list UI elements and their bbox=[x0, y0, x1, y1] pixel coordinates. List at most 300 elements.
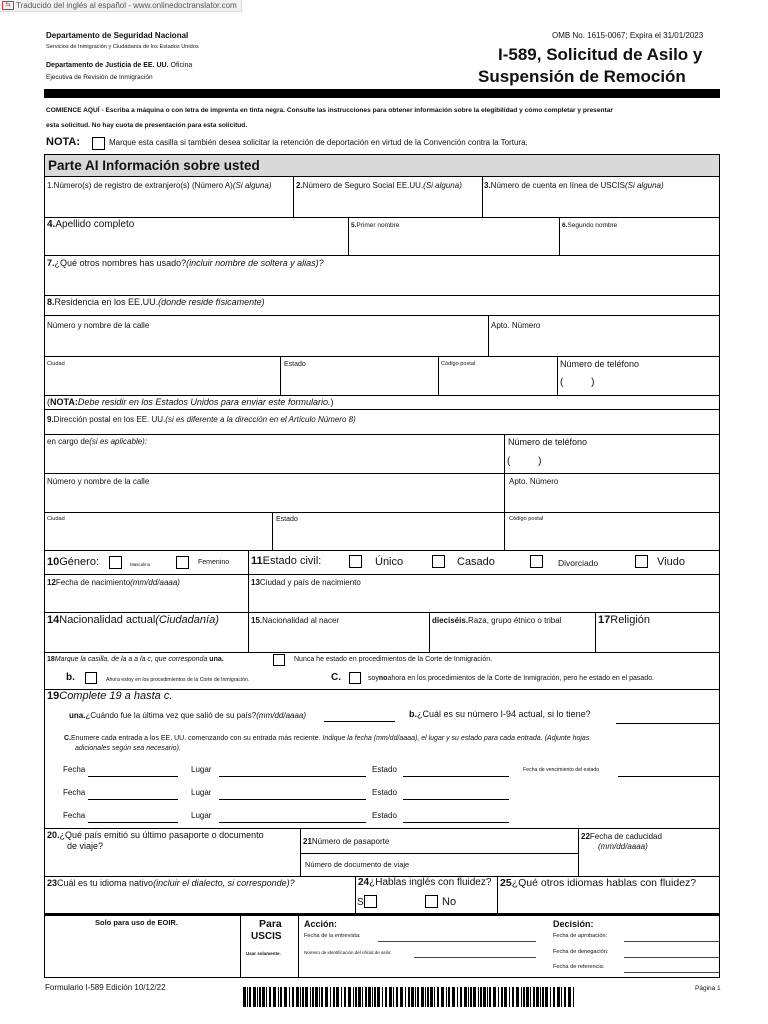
barcode-bar bbox=[498, 987, 499, 1007]
field-11-text: Estado civil: bbox=[262, 555, 322, 567]
entry1-place-label: Lugar bbox=[191, 765, 212, 774]
field-4-label bbox=[47, 219, 134, 230]
barcode-bar bbox=[434, 987, 435, 1007]
barcode-bar bbox=[437, 987, 439, 1007]
english-no-checkbox[interactable] bbox=[425, 895, 438, 908]
action-label: Acción: bbox=[304, 919, 338, 929]
field-22-text: Fecha de caducidad bbox=[589, 832, 662, 841]
barcode-bar bbox=[521, 987, 522, 1007]
barcode-bar bbox=[430, 987, 433, 1007]
divider bbox=[300, 828, 301, 876]
field-12-num: 12 bbox=[47, 578, 56, 587]
other-names-input[interactable] bbox=[46, 271, 718, 294]
residence-phone-input[interactable]: ( ) bbox=[560, 377, 595, 388]
barcode-bar bbox=[568, 987, 571, 1007]
entry2-place-input[interactable] bbox=[219, 799, 366, 800]
barcode-bar bbox=[421, 987, 424, 1007]
field-16-text: Raza, grupo étnico o tribal bbox=[468, 616, 562, 625]
field-20-text2: de viaje? bbox=[67, 841, 104, 851]
barcode-bar bbox=[266, 987, 267, 1007]
divider bbox=[45, 574, 719, 575]
field-14-text: Nacionalidad actual bbox=[59, 614, 156, 626]
field-14-note: (Ciudadanía) bbox=[155, 614, 219, 626]
english-yes-checkbox[interactable] bbox=[364, 895, 377, 908]
field-16-num: dieciséis. bbox=[432, 616, 469, 625]
divider bbox=[45, 409, 719, 410]
denial-date-label: Fecha de denegación: bbox=[553, 949, 609, 955]
barcode-bar bbox=[530, 987, 531, 1007]
field-5-num: 5. bbox=[351, 222, 357, 229]
divider bbox=[45, 512, 719, 513]
field-9-text: Dirección postal en los EE. UU. bbox=[53, 415, 166, 424]
barcode-bar bbox=[542, 987, 544, 1007]
nationality-input[interactable] bbox=[46, 630, 247, 651]
barcode-bar bbox=[553, 987, 555, 1007]
court-past-post: ahora en los procedimientos de la Corte de Inmigración, pero he estado en el pasado. bbox=[387, 675, 655, 682]
field-17-num: 17 bbox=[598, 614, 611, 626]
entry3-date-input[interactable] bbox=[88, 822, 178, 823]
middle-name-input[interactable] bbox=[561, 233, 718, 254]
entry3-status-label: Estado bbox=[372, 811, 397, 820]
barcode-bar bbox=[446, 987, 447, 1007]
barcode-bar bbox=[460, 987, 462, 1007]
divider bbox=[45, 434, 719, 435]
mail-state-input[interactable] bbox=[274, 526, 503, 549]
entry1-place-input[interactable] bbox=[219, 776, 366, 777]
mail-zip-input[interactable] bbox=[506, 526, 718, 549]
field-4-text: Apellido completo bbox=[55, 219, 135, 230]
divider bbox=[497, 876, 498, 913]
field-23-note: (incluir el dialecto, si corresponde)? bbox=[153, 878, 295, 888]
field-6-label bbox=[562, 222, 617, 229]
barcode-bar bbox=[512, 987, 514, 1007]
mail-street-input[interactable] bbox=[46, 489, 503, 511]
barcode-bar bbox=[483, 987, 486, 1007]
barcode-bar bbox=[400, 987, 403, 1007]
mail-apt-label: Apto. Número bbox=[509, 477, 559, 486]
barcode-bar bbox=[468, 987, 469, 1007]
barcode-bar bbox=[536, 987, 539, 1007]
uscis-account-input[interactable] bbox=[484, 194, 718, 216]
field-19a-letter: una. bbox=[69, 711, 86, 720]
field-18-text: Marque la casilla, de la a a la c, que corresponda bbox=[54, 656, 208, 663]
barcode-bar bbox=[464, 987, 467, 1007]
barcode-bar bbox=[564, 987, 566, 1007]
divider bbox=[348, 217, 349, 255]
divider bbox=[578, 828, 579, 876]
field-8-note: (donde reside físicamente) bbox=[158, 297, 265, 307]
barcode-bar bbox=[302, 987, 304, 1007]
marital-divorced-label: Divorciado bbox=[558, 558, 599, 568]
entry1-status-input[interactable] bbox=[403, 776, 509, 777]
barcode-bar bbox=[489, 987, 491, 1007]
residence-street-input[interactable] bbox=[46, 333, 487, 355]
barcode-bar bbox=[310, 987, 311, 1007]
barcode-bar bbox=[368, 987, 371, 1007]
barcode-bar bbox=[448, 987, 450, 1007]
field-3-num: 3. bbox=[484, 181, 491, 190]
field-8-text: Residencia en los EE.UU. bbox=[54, 297, 159, 307]
eoir-name: Ejecutiva de Revisión de Inmigración bbox=[46, 74, 153, 81]
barcode-bar bbox=[516, 987, 519, 1007]
field-17-label bbox=[598, 614, 650, 626]
field-2-num: 2. bbox=[296, 181, 303, 190]
entry2-date-label: Fecha bbox=[63, 788, 86, 797]
court-past-pre: soy bbox=[368, 675, 379, 682]
field-12-label bbox=[47, 578, 180, 587]
entry2-status-input[interactable] bbox=[403, 799, 509, 800]
barcode-bar bbox=[509, 987, 510, 1007]
state-label: Estado bbox=[284, 361, 306, 368]
gender-male-checkbox[interactable] bbox=[109, 556, 122, 569]
travel-doc-input[interactable] bbox=[430, 855, 577, 875]
barcode-bar bbox=[396, 987, 398, 1007]
field-19c-letter: C. bbox=[64, 735, 71, 742]
barcode-bar bbox=[344, 987, 346, 1007]
mail-city-label: Ciudad bbox=[47, 516, 65, 522]
translator-banner-text: Traducido del inglés al español - www.onlinedoctranslator.com bbox=[16, 1, 237, 10]
field-19c-note2: adicionales según sea necesario). bbox=[75, 745, 181, 752]
entry3-place-input[interactable] bbox=[219, 822, 366, 823]
barcode-bar bbox=[257, 987, 258, 1007]
field-23-text: Cuál es tu idioma nativo bbox=[57, 878, 154, 888]
marital-single-checkbox[interactable] bbox=[349, 555, 362, 568]
divider bbox=[300, 853, 578, 854]
field-19c-note1: Indique la fecha (mm/dd/aaaa), el lugar y su estado para cada entrada. (Adjunte hojas bbox=[322, 735, 590, 742]
barcode-bar bbox=[280, 987, 282, 1007]
barcode-bar bbox=[269, 987, 271, 1007]
court-past-label bbox=[368, 675, 654, 682]
referral-date-label: Fecha de referencia: bbox=[553, 964, 605, 970]
court-now-label: Ahora estoy en los procedimientos de la Corte de Inmigración. bbox=[106, 677, 250, 683]
english-no-label: No bbox=[442, 896, 457, 908]
religion-input[interactable] bbox=[597, 630, 718, 651]
barcode-bar bbox=[550, 987, 551, 1007]
divider bbox=[595, 612, 596, 652]
barcode-bar bbox=[389, 987, 392, 1007]
doj-rest: Oficina bbox=[170, 62, 193, 69]
form-title-line1: I-589, Solicitud de Asilo y bbox=[498, 45, 703, 64]
barcode-bar bbox=[336, 987, 339, 1007]
field-18-c-letter: C. bbox=[331, 672, 341, 683]
marital-divorced-checkbox[interactable] bbox=[530, 555, 543, 568]
barcode-bar bbox=[315, 987, 318, 1007]
interview-date-input[interactable] bbox=[378, 941, 536, 942]
field-3-note: (Si alguna) bbox=[624, 181, 664, 190]
travel-doc-label: Número de documento de viaje bbox=[305, 860, 410, 869]
barcode-bar bbox=[289, 987, 290, 1007]
field-23-num: 23 bbox=[47, 878, 58, 888]
gender-female-checkbox[interactable] bbox=[176, 556, 189, 569]
cat-checkbox[interactable] bbox=[92, 137, 105, 150]
doj-bold: Departamento de Justicia de EE. UU. bbox=[46, 62, 169, 69]
barcode-bar bbox=[408, 987, 410, 1007]
divider bbox=[272, 512, 273, 550]
first-name-input[interactable] bbox=[350, 233, 558, 254]
field-1-label bbox=[47, 181, 272, 190]
barcode-bar bbox=[333, 987, 335, 1007]
i94-input[interactable] bbox=[616, 723, 719, 724]
divider bbox=[45, 255, 719, 256]
other-languages-input[interactable] bbox=[499, 891, 718, 912]
field-4-num: 4. bbox=[47, 219, 56, 230]
barcode-bar bbox=[545, 987, 548, 1007]
field-19b-letter: b. bbox=[409, 709, 417, 719]
barcode-bar bbox=[358, 987, 361, 1007]
barcode bbox=[243, 987, 577, 1007]
entry1-status-label: Estado bbox=[372, 765, 397, 774]
barcode-bar bbox=[385, 987, 387, 1007]
marital-single-label: Único bbox=[375, 556, 404, 568]
a-number-input[interactable] bbox=[46, 194, 292, 216]
gender-female-label: Femenino bbox=[198, 559, 230, 566]
field-1-text: Número(s) de registro de extranjero(s) (Número A) bbox=[53, 181, 233, 190]
barcode-bar bbox=[493, 987, 496, 1007]
field-8-label bbox=[47, 297, 265, 307]
intro-line2: esta solicitud. No hay cuota de presentación para esta solicitud. bbox=[46, 122, 248, 129]
intro-line1: COMIENCE AQUÍ - Escriba a máquina o con letra de imprenta en tinta negra. Consulte las instrucciones para obtener información sobre la elegibilidad y cómo completar y presentar bbox=[46, 107, 613, 114]
mail-apt-input[interactable] bbox=[506, 489, 718, 511]
court-never-checkbox[interactable] bbox=[273, 654, 285, 666]
barcode-bar bbox=[487, 987, 488, 1007]
barcode-bar bbox=[540, 987, 541, 1007]
field-17-text: Religión bbox=[610, 614, 650, 626]
residence-city-input[interactable] bbox=[46, 370, 279, 394]
field-10-text: Género: bbox=[59, 556, 99, 568]
field-1-num: 1. bbox=[47, 181, 54, 190]
divider bbox=[45, 473, 719, 474]
field-15-num: 15. bbox=[251, 616, 263, 625]
field-13-text: Ciudad y país de nacimiento bbox=[259, 578, 361, 587]
divider bbox=[45, 612, 719, 613]
barcode-bar bbox=[243, 987, 246, 1007]
form-edition: Formulario I-589 Edición 10/12/22 bbox=[45, 983, 166, 992]
field-22-num: 22 bbox=[581, 832, 590, 841]
field-7-num: 7. bbox=[47, 258, 55, 268]
barcode-bar bbox=[382, 987, 383, 1007]
field-15-label bbox=[251, 616, 339, 625]
field-11-num: 11 bbox=[251, 555, 263, 567]
para-label: Para bbox=[259, 918, 282, 930]
marital-married-checkbox[interactable] bbox=[432, 555, 445, 568]
field-18-b-letter: b. bbox=[66, 672, 75, 683]
barcode-bar bbox=[526, 987, 529, 1007]
barcode-bar bbox=[523, 987, 525, 1007]
barcode-bar bbox=[253, 987, 256, 1007]
barcode-bar bbox=[470, 987, 472, 1007]
field-10-num: 10 bbox=[47, 556, 60, 568]
field-11-label bbox=[251, 555, 321, 567]
divider bbox=[504, 512, 505, 550]
field-18-a-letter: una. bbox=[209, 656, 224, 663]
barcode-bar bbox=[427, 987, 429, 1007]
divider bbox=[45, 356, 719, 357]
native-language-input[interactable] bbox=[46, 891, 354, 912]
ssn-input[interactable] bbox=[295, 194, 481, 216]
divider bbox=[45, 217, 719, 218]
nota-label: NOTA: bbox=[46, 136, 81, 148]
field-19-num: 19 bbox=[47, 690, 60, 702]
marital-widowed-label: Viudo bbox=[657, 556, 685, 568]
field-24-num: 24 bbox=[358, 877, 370, 888]
city-label: Ciudad bbox=[47, 361, 65, 367]
eoir-use-label: Solo para uso de EOIR. bbox=[95, 918, 178, 927]
entry3-status-input[interactable] bbox=[403, 822, 509, 823]
field-9-note: (si es diferente a la dirección en el Artículo Número 8) bbox=[165, 415, 356, 424]
barcode-bar bbox=[441, 987, 444, 1007]
field-18-label bbox=[47, 656, 224, 663]
expiration-input[interactable] bbox=[580, 853, 718, 875]
barcode-bar bbox=[480, 987, 482, 1007]
translator-banner[interactable] bbox=[0, 0, 242, 12]
field-19-label bbox=[47, 690, 172, 702]
field-19a-note: (mm/dd/aaaa) bbox=[256, 711, 307, 720]
street-label: Número y nombre de la calle bbox=[47, 321, 150, 330]
approval-date-input[interactable] bbox=[624, 941, 719, 942]
barcode-bar bbox=[249, 987, 251, 1007]
divider bbox=[355, 876, 356, 913]
barcode-bar bbox=[377, 987, 380, 1007]
uscis-name: Servicios de Inmigración y Ciudadanía de los Estados Unidos bbox=[46, 44, 199, 50]
entry1-date-input[interactable] bbox=[88, 776, 178, 777]
barcode-bar bbox=[365, 987, 367, 1007]
passport-country-input[interactable] bbox=[46, 853, 299, 875]
residence-zip-input[interactable] bbox=[440, 370, 556, 394]
barcode-bar bbox=[417, 987, 419, 1007]
divider bbox=[429, 612, 430, 652]
header-rule bbox=[44, 89, 720, 98]
field-8-num: 8. bbox=[47, 297, 55, 307]
court-now-checkbox[interactable] bbox=[85, 672, 97, 684]
field-19b-label bbox=[409, 709, 591, 719]
officer-id-input[interactable] bbox=[414, 957, 536, 958]
approval-date-label: Fecha de aprobación: bbox=[553, 933, 608, 939]
barcode-bar bbox=[372, 987, 373, 1007]
field-19c-text: Enumere cada entrada a los EE. UU. comenzando con su entrada más reciente. bbox=[71, 735, 321, 742]
birthplace-input[interactable] bbox=[250, 590, 718, 611]
entry1-expiry-label: Fecha de vencimiento del estado bbox=[523, 767, 600, 773]
denial-date-input[interactable] bbox=[624, 957, 719, 958]
residence-note-text: Debe residir en los Estados Unidos para enviar este formulario. bbox=[77, 397, 331, 407]
field-6-text: Segundo nombre bbox=[567, 222, 618, 229]
divider bbox=[45, 395, 719, 396]
field-9-num: 9. bbox=[47, 415, 54, 424]
mail-phone-label: Número de teléfono bbox=[508, 437, 588, 447]
field-7-label bbox=[47, 258, 324, 268]
divider bbox=[559, 217, 560, 255]
divider bbox=[488, 315, 489, 356]
last-left-input[interactable] bbox=[324, 721, 395, 722]
divider bbox=[482, 177, 483, 217]
barcode-bar bbox=[341, 987, 342, 1007]
divider bbox=[45, 652, 719, 653]
field-12-note: (mm/dd/aaaa) bbox=[130, 578, 180, 587]
field-20-label bbox=[47, 830, 264, 840]
field-19-text: Complete 19 a hasta c. bbox=[59, 690, 173, 702]
barcode-bar bbox=[247, 987, 248, 1007]
field-2-label bbox=[296, 181, 462, 190]
entry2-status-label: Estado bbox=[372, 788, 397, 797]
residence-state-input[interactable] bbox=[282, 370, 437, 394]
barcode-bar bbox=[259, 987, 261, 1007]
field-25-num: 25 bbox=[500, 877, 512, 889]
barcode-bar bbox=[405, 987, 406, 1007]
barcode-bar bbox=[305, 987, 308, 1007]
field-21-num: 21 bbox=[303, 837, 312, 846]
barcode-bar bbox=[504, 987, 507, 1007]
field-18-num: 18 bbox=[47, 656, 55, 663]
doj-name bbox=[46, 62, 192, 69]
divider bbox=[248, 574, 249, 612]
field-25-text: ¿Qué otros idiomas hablas con fluidez? bbox=[511, 877, 697, 889]
barcode-bar bbox=[573, 987, 574, 1007]
race-input[interactable] bbox=[431, 630, 594, 651]
barcode-bar bbox=[300, 987, 301, 1007]
entry1-expiry-input[interactable] bbox=[618, 776, 719, 777]
divider bbox=[280, 356, 281, 395]
field-1-note: (Si alguna) bbox=[232, 181, 272, 190]
birth-nationality-input[interactable] bbox=[250, 630, 428, 651]
divider bbox=[45, 295, 719, 296]
last-name-input[interactable] bbox=[46, 233, 347, 254]
entry2-place-label: Lugar bbox=[191, 788, 212, 797]
marital-widowed-checkbox[interactable] bbox=[635, 555, 648, 568]
in-care-of-input[interactable] bbox=[46, 448, 503, 472]
referral-date-input[interactable] bbox=[624, 972, 719, 973]
divider bbox=[248, 550, 249, 574]
barcode-bar bbox=[325, 987, 328, 1007]
barcode-bar bbox=[319, 987, 320, 1007]
barcode-bar bbox=[296, 987, 299, 1007]
page-number: Página 1 bbox=[695, 985, 721, 992]
mail-phone-input[interactable]: ( ) bbox=[507, 456, 542, 467]
field-3-label bbox=[484, 181, 664, 190]
field-9-label bbox=[47, 415, 356, 424]
court-past-checkbox[interactable] bbox=[349, 672, 361, 684]
field-19b-text: ¿Cuál es su número I-94 actual, si lo tiene? bbox=[417, 709, 591, 719]
field-20-num: 20. bbox=[47, 830, 60, 840]
barcode-bar bbox=[273, 987, 276, 1007]
field-22-note: (mm/dd/aaaa) bbox=[598, 842, 648, 851]
entry2-date-input[interactable] bbox=[88, 799, 178, 800]
field-14-num: 14 bbox=[47, 614, 60, 626]
field-10-label bbox=[47, 556, 99, 568]
barcode-bar bbox=[348, 987, 351, 1007]
divider bbox=[240, 913, 241, 978]
mail-city-input[interactable] bbox=[46, 526, 271, 549]
barcode-bar bbox=[411, 987, 414, 1007]
interview-date-label: Fecha de la entrevista: bbox=[304, 933, 361, 939]
divider bbox=[45, 315, 719, 316]
passport-number-input[interactable] bbox=[420, 830, 577, 852]
in-care-note: (si es aplicable): bbox=[89, 437, 148, 446]
residence-apt-input[interactable] bbox=[490, 333, 718, 355]
use-only-label: Usar solamente. bbox=[246, 951, 281, 956]
court-past-not: no bbox=[378, 675, 388, 682]
officer-id-label: Número de identificación del oficial de asilo: bbox=[304, 950, 392, 955]
dob-input[interactable] bbox=[46, 590, 247, 611]
field-24-text: ¿Hablas inglés con fluidez? bbox=[369, 877, 492, 888]
barcode-bar bbox=[415, 987, 416, 1007]
barcode-bar bbox=[321, 987, 323, 1007]
divider bbox=[45, 550, 719, 551]
barcode-bar bbox=[501, 987, 503, 1007]
field-25-label bbox=[500, 877, 696, 889]
barcode-bar bbox=[374, 987, 376, 1007]
barcode-bar bbox=[330, 987, 331, 1007]
marital-married-label: Casado bbox=[457, 556, 495, 568]
barcode-bar bbox=[561, 987, 562, 1007]
